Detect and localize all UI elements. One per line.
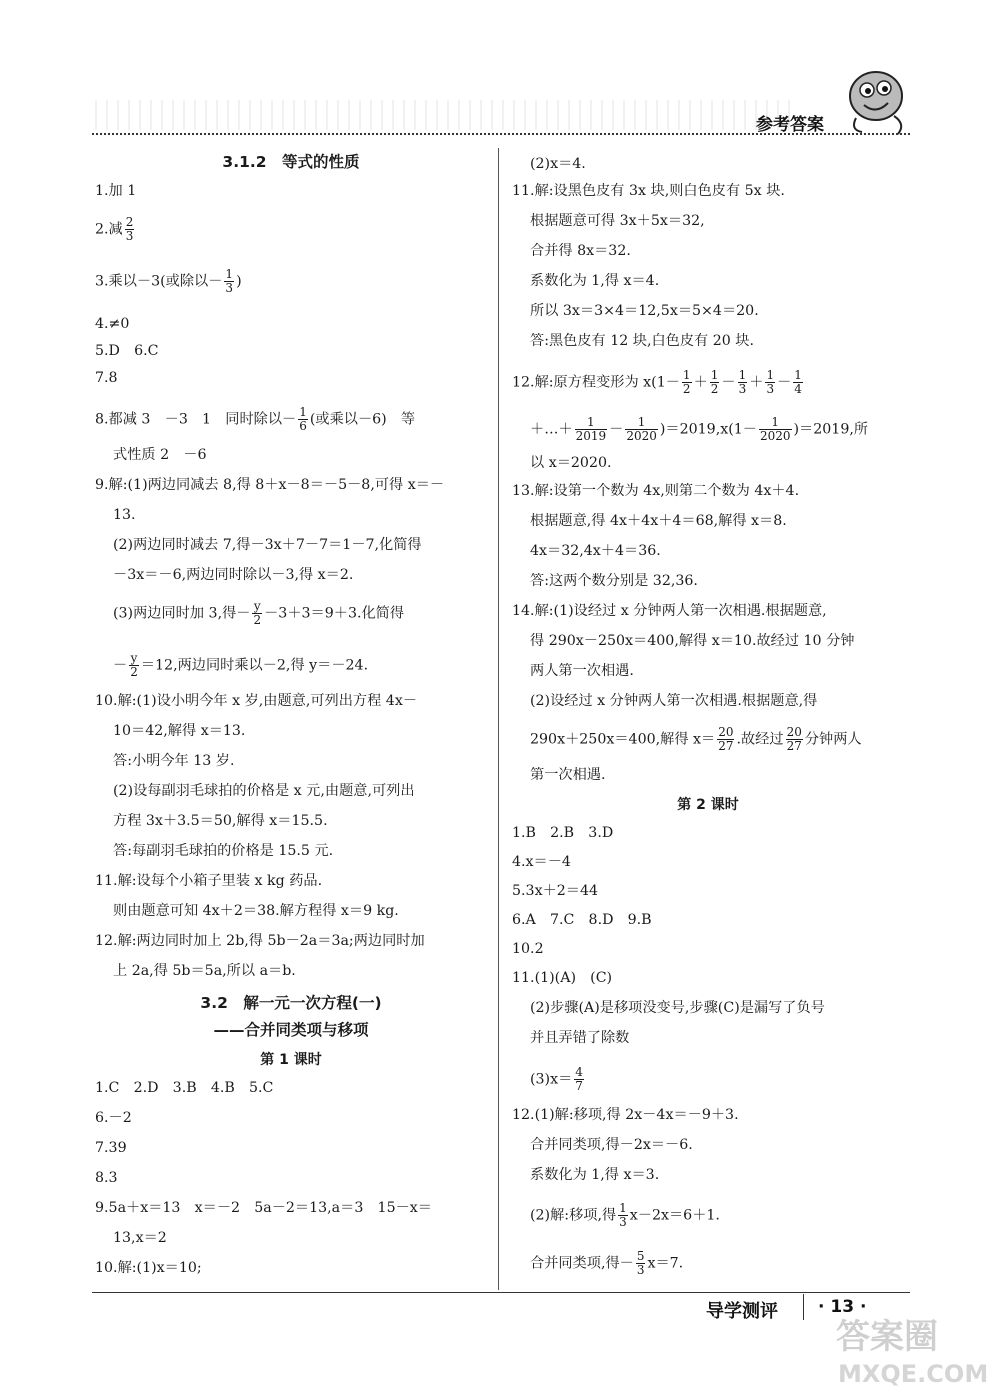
fraction: $\frac{1}{3}$ xyxy=(766,368,775,396)
answer-line: 4x＝32,4x＋4＝36. xyxy=(530,543,661,559)
answer-line: 1.B 2.B 3.D xyxy=(512,825,614,841)
page-number: · 13 · xyxy=(818,1297,867,1317)
answer-line: 11.解:设每个小箱子里装 x kg 药品. xyxy=(95,873,323,889)
answer-line: 根据题意,得 4x＋4x＋4＝68,解得 x＝8. xyxy=(530,513,787,529)
fraction: $\frac{4}{7}$ xyxy=(575,1065,583,1093)
fraction: $\frac{1}{3}$ xyxy=(738,368,747,396)
answer-line: 系数化为 1,得 x＝3. xyxy=(530,1167,660,1183)
answer-line: 2.减 $\frac{2}{3}$ xyxy=(95,215,134,243)
answer-line: 第一次相遇. xyxy=(530,767,606,783)
answer-line: 根据题意可得 3x＋5x＝32, xyxy=(530,213,705,229)
column-divider xyxy=(498,148,499,1290)
answer-line: 4.x＝－4 xyxy=(512,854,571,870)
header-texture xyxy=(95,100,795,130)
footer-brand-label: 导学测评 xyxy=(706,1301,778,1322)
fraction: $\frac{2}{3}$ xyxy=(125,215,134,243)
answer-line: (3)两边同时加 3,得－ $\frac{y}{2}$ －3＋3＝9＋3.化简得 xyxy=(113,599,405,627)
answer-line: 290x＋250x＝400,解得 x＝ $\frac{20}{27}$ .故经过 $\frac{20}{27}$ 分钟两人 xyxy=(530,725,862,753)
svg-text:MXQE.COM: MXQE.COM xyxy=(838,1360,989,1388)
answer-line: 1.加 1 xyxy=(95,183,137,199)
answer-line: 6.A 7.C 8.D 9.B xyxy=(512,912,652,928)
fraction: $\frac{1}{2019}$ xyxy=(575,415,607,443)
footer-separator xyxy=(803,1294,804,1320)
answer-line: 两人第一次相遇. xyxy=(530,663,634,679)
fraction: $\frac{20}{27}$ xyxy=(786,725,802,753)
answer-line: 合并同类项,得－2x＝－6. xyxy=(530,1137,693,1153)
fraction: $\frac{1}{2}$ xyxy=(710,368,719,396)
answer-line: 所以 3x＝3×4＝12,5x＝5×4＝20. xyxy=(530,303,759,319)
answer-line: 答:小明今年 13 岁. xyxy=(113,753,235,769)
answer-line: 12.解:两边同时加上 2b,得 5b－2a＝3a;两边同时加 xyxy=(95,933,425,949)
answer-line: 8.3 xyxy=(95,1170,118,1186)
answer-line: 13.解:设第一个数为 4x,则第二个数为 4x＋4. xyxy=(512,483,800,499)
fraction: $\frac{20}{27}$ xyxy=(718,725,734,753)
answer-line: 并且弄错了除数 xyxy=(530,1030,630,1046)
answer-line: 答:每副羽毛球拍的价格是 15.5 元. xyxy=(113,843,334,859)
answer-line: 9.解:(1)两边同减去 8,得 8＋x－8＝－5－8,可得 x＝－ xyxy=(95,477,445,493)
answer-line: 上 2a,得 5b＝5a,所以 a＝b. xyxy=(113,963,296,979)
answer-line: 5.3x＋2＝44 xyxy=(512,883,599,899)
fraction: $\frac{1}{3}$ xyxy=(619,1201,627,1229)
answer-line: 10.2 xyxy=(512,941,544,957)
answer-line: 答:这两个数分别是 32,36. xyxy=(530,573,698,589)
answer-line: ＋…＋ $\frac{1}{2019}$ － $\frac{1}{2020}$ )＝2019,x(1－ $\frac{1}{2020}$ )＝2019,所 xyxy=(530,415,869,443)
answer-line: － $\frac{y}{2}$ ＝12,两边同时乘以－2,得 y＝－24. xyxy=(113,651,369,679)
answer-line: 7.8 xyxy=(95,370,118,386)
answer-line: 式性质 2 －6 xyxy=(113,447,207,463)
section-title: 3.2 解一元一次方程(一) xyxy=(200,994,382,1012)
fraction: $\frac{1}{2}$ xyxy=(682,368,691,396)
answer-line: 则由题意可知 4x＋2＝38.解方程得 x＝9 kg. xyxy=(113,903,399,919)
lesson-title: 第 2 课时 xyxy=(677,797,739,813)
answer-line: 得 290x－250x＝400,解得 x＝10.故经过 10 分钟 xyxy=(530,633,855,649)
fraction: $\frac{5}{3}$ xyxy=(636,1249,645,1277)
answer-line: －3x＝－6,两边同时除以－3,得 x＝2. xyxy=(113,567,354,583)
answer-line: 13,x＝2 xyxy=(113,1230,167,1246)
answer-line: 合并得 8x＝32. xyxy=(530,243,631,259)
answer-line: 6.－2 xyxy=(95,1110,132,1126)
answer-line: 系数化为 1,得 x＝4. xyxy=(530,273,660,289)
answer-line: 14.解:(1)设经过 x 分钟两人第一次相遇.根据题意, xyxy=(512,603,827,619)
answer-line: 以 x＝2020. xyxy=(530,455,612,471)
mascot-logo xyxy=(836,58,920,142)
answer-line: (2)x＝4. xyxy=(530,156,586,172)
answer-line: 7.39 xyxy=(95,1140,127,1156)
answer-line: 13. xyxy=(113,507,136,523)
fraction: $\frac{y}{2}$ xyxy=(253,599,262,627)
answer-line: 3.乘以－3(或除以－ $\frac{1}{3}$ ) xyxy=(95,267,242,295)
answer-line: 4.≠0 xyxy=(95,316,130,332)
answer-line: (2)解:移项,得 $\frac{1}{3}$ x－2x＝6＋1. xyxy=(530,1201,720,1229)
answer-line: 8.都减 3 －3 1 同时除以－ $\frac{1}{6}$ (或乘以－6) 等 xyxy=(95,405,416,433)
answer-line: 10.解:(1)x＝10; xyxy=(95,1260,202,1276)
header-rule xyxy=(92,133,910,135)
answer-line: 方程 3x＋3.5＝50,解得 x＝15.5. xyxy=(113,813,328,829)
answer-line: 1.C 2.D 3.B 4.B 5.C xyxy=(95,1080,274,1096)
section-subtitle: ——合并同类项与移项 xyxy=(213,1021,369,1039)
answer-line: 10＝42,解得 x＝13. xyxy=(113,723,246,739)
watermark-logo xyxy=(830,1308,990,1388)
answer-line: 10.解:(1)设小明今年 x 岁,由题意,可列出方程 4x－ xyxy=(95,693,418,709)
fraction: $\frac{1}{6}$ xyxy=(299,405,307,433)
answer-line: 合并同类项,得－ $\frac{5}{3}$ x＝7. xyxy=(530,1249,684,1277)
footer-rule xyxy=(92,1292,910,1293)
fraction: $\frac{1}{2020}$ xyxy=(759,415,791,443)
answer-line: 5.D 6.C xyxy=(95,343,159,359)
answer-line: (3)x＝ $\frac{4}{7}$ xyxy=(530,1065,583,1093)
header-answer-label: 参考答案 xyxy=(756,115,824,135)
answer-line: 答:黑色皮有 12 块,白色皮有 20 块. xyxy=(530,333,755,349)
svg-text:答案圈: 答案圈 xyxy=(836,1317,938,1357)
answer-line: 9.5a＋x＝13 x＝－2 5a－2＝13,a＝3 15－x＝ xyxy=(95,1200,432,1216)
answer-line: (2)步骤(A)是移项没变号,步骤(C)是漏写了负号 xyxy=(530,1000,825,1016)
section-title: 3.1.2 等式的性质 xyxy=(222,153,360,171)
answer-line: 11.(1)(A) (C) xyxy=(512,970,613,986)
fraction: $\frac{1}{2020}$ xyxy=(626,415,657,443)
answer-line: (2)两边同时减去 7,得－3x＋7－7＝1－7,化简得 xyxy=(113,537,422,553)
lesson-title: 第 1 课时 xyxy=(260,1052,322,1068)
answer-line: (2)设每副羽毛球拍的价格是 x 元,由题意,可列出 xyxy=(113,783,415,799)
answer-line: 11.解:设黑色皮有 3x 块,则白色皮有 5x 块. xyxy=(512,183,785,199)
answer-line: 12.解:原方程变形为 x(1－ $\frac{1}{2}$ ＋ $\frac{1}{2}$ － $\frac{1}{3}$ ＋ $\frac{1}{3}$ － $\frac{1}{4}$ xyxy=(512,368,802,396)
fraction: $\frac{y}{2}$ xyxy=(130,651,138,679)
answer-line: 12.(1)解:移项,得 2x－4x＝－9＋3. xyxy=(512,1107,739,1123)
fraction: $\frac{1}{3}$ xyxy=(225,267,234,295)
fraction: $\frac{1}{4}$ xyxy=(794,368,802,396)
answer-line: (2)设经过 x 分钟两人第一次相遇.根据题意,得 xyxy=(530,693,818,709)
